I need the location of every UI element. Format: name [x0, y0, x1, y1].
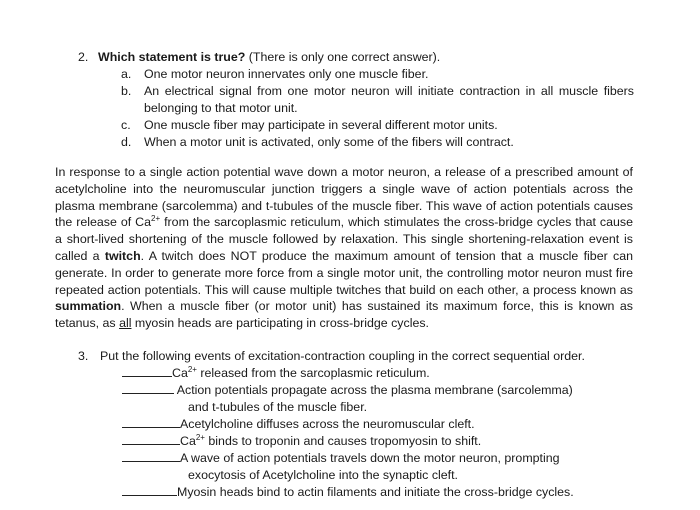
event-continuation: and t-tubules of the muscle fiber. [188, 400, 368, 414]
event-myosin-binds-actin [122, 484, 574, 501]
option-c-letter: c. [121, 118, 131, 132]
event-text: A wave of action potentials travels down the motor neuron, prompting [180, 451, 560, 465]
para-sentence-3: . A twitch does NOT produce the maximum amount of tension that a muscle fiber can generate. In order to generate more force from a single motor unit, the controlling motor neuron must fire repeated action potentials. This will cause multiple twitches that build on each other, a process known as [55, 248, 633, 297]
event-prefix: Ca [172, 366, 188, 380]
para-sentence-1: In response to a single action potential wave down a motor neuron, a release of a prescribed amount of acetylcholine into the neuromuscular junction triggers a single wave of action potentials across the plasma membrane (sarcolemma) and t-tubules of the muscle fiber. This wave of action potentials causes the release of Ca [55, 165, 633, 230]
word-all: all [119, 316, 132, 331]
question-3-title: Put the following events of excitation-contraction coupling in the correct sequential order. [100, 349, 585, 363]
event-continuation: exocytosis of Acetylcholine into the synaptic cleft. [188, 468, 458, 482]
option-a-text: One motor neuron innervates only one muscle fiber. [144, 67, 429, 81]
ca-superscript: 2+ [151, 214, 161, 224]
option-b-text: An electrical signal from one motor neuron will initiate contraction in all muscle fibers belonging to that motor unit. [144, 84, 634, 115]
event-ca-binds-troponin [122, 433, 481, 450]
answer-blank[interactable] [122, 365, 172, 377]
option-d-letter: d. [121, 135, 132, 149]
answer-blank[interactable] [122, 484, 177, 496]
event-superscript: 2+ [195, 433, 205, 442]
event-text: binds to troponin and causes tropomyosin to shift. [204, 434, 482, 448]
event-text: Acetylcholine diffuses across the neuromuscular cleft. [180, 417, 475, 431]
para-sentence-4: . When a muscle fiber (or motor unit) has sustained its maximum force, this is known as tetanus, as [55, 299, 633, 331]
answer-blank[interactable] [122, 450, 180, 462]
answer-blank[interactable] [122, 433, 180, 445]
event-acetylcholine-diffuses [122, 416, 475, 433]
para-sentence-5: myosin heads are participating in cross-bridge cycles. [131, 316, 429, 331]
question-2-title-rest: (There is only one correct answer). [245, 50, 441, 64]
option-d-text: When a motor unit is activated, only some of the fibers will contract. [144, 135, 514, 149]
event-ca-release [122, 365, 430, 382]
event-prefix: Ca [180, 434, 196, 448]
twitch-summation-paragraph [55, 164, 633, 332]
event-wave-down-motor-neuron [122, 450, 560, 467]
event-text: Myosin heads bind to actin filaments and initiate the cross-bridge cycles. [177, 485, 574, 499]
option-a-letter: a. [121, 67, 132, 81]
event-action-potentials-propagate [122, 382, 573, 399]
option-c-text: One muscle fiber may participate in several different motor units. [144, 118, 498, 132]
question-3-number: 3. [78, 349, 89, 363]
question-2-number: 2. [78, 50, 89, 64]
event-superscript: 2+ [187, 365, 197, 374]
question-2-title-bold: Which statement is true? [98, 50, 246, 64]
option-b-letter: b. [121, 84, 132, 98]
para-sentence-2: from the sarcoplasmic reticulum, which stimulates the cross-bridge cycles that cause a short-lived shortening of the muscle followed by relaxation. This single shortening-relaxation event is called a [55, 215, 633, 263]
event-text: Action potentials propagate across the plasma membrane (sarcolemma) [176, 383, 573, 397]
answer-blank[interactable] [122, 382, 174, 394]
term-twitch: twitch [104, 248, 141, 263]
term-summation: summation [55, 299, 122, 314]
question-2-title [98, 49, 440, 66]
event-text: released from the sarcoplasmic reticulum. [196, 366, 430, 380]
answer-blank[interactable] [122, 416, 180, 428]
